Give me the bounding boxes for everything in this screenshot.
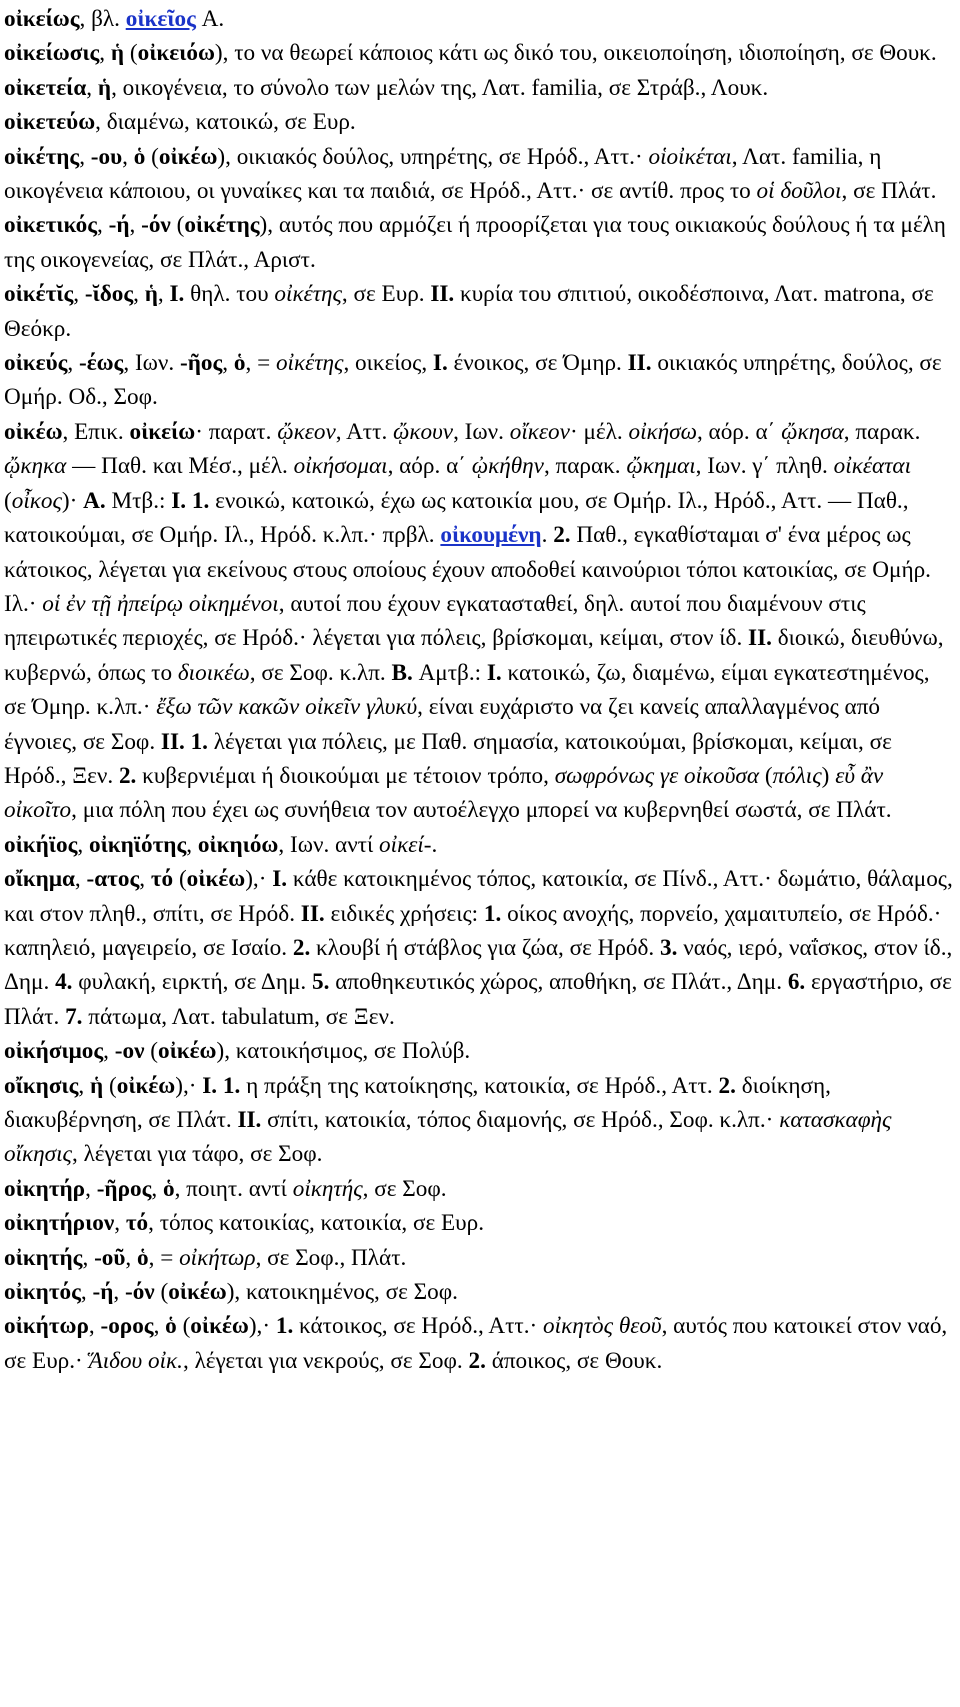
entry-text: ενοικώ, κατοικώ, έχω ως κατοικία μου, σε Ομήρ. Ιλ., Ηρόδ., Αττ. — Παθ., κατοικούμαι, σε Ομήρ. Ιλ., Ηρόδ. κ.λπ.· πρβλ. [4, 487, 909, 549]
bold-term: ὁ [165, 1313, 177, 1340]
entry-text: ),· [245, 866, 273, 893]
entry-text: , [153, 1313, 166, 1340]
bold-term: οἰκέω [168, 1279, 227, 1306]
bold-term: ἡ [97, 74, 112, 101]
italic-text: οἶκος [11, 487, 62, 514]
bold-term: I. [486, 659, 502, 686]
bold-term: 2. [292, 934, 311, 961]
italic-text: οἰκητὸς θεοῦ [543, 1313, 662, 1340]
bold-term: οἰκητήρ [4, 1175, 86, 1202]
bold-term: οἴκημα [4, 866, 75, 893]
bold-term: II. [627, 350, 652, 377]
entry-text: , [122, 143, 134, 170]
dictionary-entry [4, 1309, 954, 1378]
dictionary-entry [4, 1241, 954, 1275]
entry-text: , ποιητ. αντί [174, 1175, 293, 1202]
bold-term: -ου [90, 143, 123, 170]
bold-term: ἡ [90, 1072, 104, 1099]
entry-text: άποικος, σε Θουκ. [485, 1347, 663, 1374]
entry-text: ), κατοικημένος, σε Σοφ. [226, 1279, 458, 1306]
bold-term: οἰκείωσις [4, 40, 100, 67]
dictionary-entry [4, 1206, 954, 1240]
entry-text: ( [145, 143, 159, 170]
bold-term: οἰκειόω [137, 40, 215, 67]
italic-text: πόλις [772, 762, 822, 789]
entry-text: ( [176, 1313, 191, 1340]
bold-term: οἰκέτης [184, 212, 260, 239]
entry-text: , = [245, 350, 276, 377]
entry-text: , Ιων. [123, 350, 181, 377]
entry-text: , Αττ. [335, 418, 394, 445]
bold-term: οἰκετικός [4, 212, 98, 239]
entry-text: , [151, 1175, 163, 1202]
entry-text: οίκος ανοχής, πορνείο, χαμαιτυπείο, σε Ηρόδ.· καπηλειό, μαγειρείο, σε Ισαίο. [4, 900, 942, 961]
bold-term: οἰκέω [116, 1072, 176, 1099]
entry-text: , αόρ. α΄ [696, 418, 782, 445]
italic-text: οἰκητής [292, 1175, 363, 1202]
bold-term: I. [432, 350, 448, 377]
italic-text: διοικέω [177, 659, 250, 686]
entry-text: , αυτός που κατοικεί στον ναό, σε Ευρ.· [4, 1313, 948, 1374]
bold-term: οἰκέω [157, 1038, 217, 1065]
italic-text: ᾤκουν [393, 418, 454, 445]
entry-text: ( [124, 40, 138, 67]
entry-text: , [78, 1072, 91, 1099]
bold-term: -οῦ [94, 1244, 126, 1271]
entry-text: , [129, 212, 142, 239]
entry-text: κατοικώ, ζω, διαμένω, είμαι εγκατεστημένος, σε Όμηρ. κ.λπ.· [4, 659, 930, 721]
entry-text: , τόπος κατοικίας, κατοικία, σε Ευρ. [148, 1210, 485, 1237]
bold-term: II. [300, 900, 325, 927]
entry-text: , [139, 866, 151, 893]
entry-text: , [82, 1244, 95, 1271]
entry-text: ναός, ιερό, ναΐσκος, στον ίδ., Δημ. [4, 934, 953, 996]
bold-term: -έως [78, 350, 124, 377]
entry-text: κάθε κατοικημένος τόπος, κατοικία, σε Πίνδ., Αττ.· δωμάτιο, θάλαμος, και στον πληθ., σπίτι, σε Ηρόδ. [4, 866, 953, 927]
italic-text: οἰκήτωρ [179, 1244, 256, 1271]
bold-term: -όν [124, 1279, 155, 1306]
entry-text: ), το να θεωρεί κάποιος κάτι ως δικό του, οικειοποίηση, ιδιοποίηση, σε Θουκ. [214, 40, 937, 67]
entry-text: , [133, 281, 145, 308]
entry-text: , Ιων. αντί [278, 831, 380, 858]
entry-text: ένοικος, σε Όμηρ. [447, 350, 628, 377]
bold-term: τό [150, 866, 174, 893]
italic-text: ᾠκήθην [471, 453, 544, 480]
bold-term: οἰκέω [190, 1313, 249, 1340]
entry-text: , αυτοί που έχουν εγκατασταθεί, δηλ. αυτοί που διαμένουν στις ηπειρωτικές περιοχές, σε Ηρόδ.· λέγεται για πόλεις, βρίσκομαι, κείμαι, στον ίδ. [4, 590, 866, 652]
entry-text: , σε Σοφ., Πλάτ. [255, 1244, 407, 1271]
entry-text: , [79, 143, 91, 170]
bold-term: 2. [553, 522, 571, 549]
bold-term: οἰκείως [4, 6, 80, 32]
bold-term: οἰκέω [158, 143, 218, 170]
entry-text: Παθ., εγκαθίσταμαι σ' ένα μέρος ως κάτοικος, λέγεται για εκείνους στους οποίους έχουν αποδοθεί καινούριοι τόποι κατοικίας, σε Ομήρ. Ιλ.· [4, 522, 931, 617]
entry-text: , Λατ. familia, η οικογένεια κάποιου, οι γυναίκες και τα παιδιά, σε Ηρόδ., Αττ.· σε αντίθ. προς το [4, 143, 882, 205]
entry-text: φυλακή, ειρκτή, σε Δημ. [72, 969, 312, 996]
entry-text: , παρακ. [843, 418, 921, 445]
bold-term: οἰκέω [186, 866, 246, 893]
bold-term: -ατος [86, 866, 140, 893]
entry-text: , Επικ. [62, 418, 130, 445]
entry-text: , [114, 1210, 126, 1237]
entry-text: ειδικές χρήσεις: [324, 900, 484, 927]
entry-text: ( [759, 762, 773, 789]
italic-text: ἔξω τῶν κακῶν οἰκεῖν γλυκύ [156, 694, 418, 721]
bold-term: I. 1. [202, 1072, 241, 1099]
entry-text: . [541, 522, 554, 549]
dictionary-entry [4, 36, 954, 70]
bold-term: οἰκητής [4, 1244, 83, 1271]
dictionary-entry [4, 1069, 954, 1172]
bold-term: οἰκέτης [4, 143, 80, 170]
dictionary-entry [4, 828, 954, 862]
entry-text: , [99, 40, 111, 67]
bold-term: I. 1. [171, 487, 210, 514]
bold-term: -ή [108, 212, 130, 239]
entry-text: οικιακός υπηρέτης, δούλος, σε Ομήρ. Οδ., Σοφ. [4, 350, 942, 411]
entry-text: κυρία του σπιτιού, οικοδέσποινα, Λατ. matrona, σε Θεόκρ. [4, 281, 934, 342]
dictionary-entry [4, 208, 954, 277]
entry-text: , [125, 1244, 138, 1271]
bold-term: 2. [718, 1072, 736, 1099]
entry-text: , Ιων. γ΄ πληθ. [695, 453, 834, 480]
bold-term: II. [237, 1107, 262, 1133]
italic-text: κατασκαφὴς οἴκησις [4, 1107, 892, 1168]
italic-text: οἱοἰκέται [648, 143, 732, 170]
entry-text: κλουβί ή στάβλος για ζώα, σε Ηρόδ. [310, 934, 661, 961]
bold-term: ὁ [233, 350, 246, 377]
entry-text: , σε Σοφ. [362, 1175, 447, 1202]
bold-term: I. [169, 281, 185, 308]
entry-text: κυβερνιέμαι ή διοικούμαι με τέτοιον τρόπο, [136, 762, 555, 789]
bold-term: 3. [660, 934, 678, 961]
cross-reference-link[interactable]: οἰκεῖος [125, 6, 196, 32]
bold-term: οἰκείω [129, 418, 196, 445]
bold-term: II. [748, 625, 772, 652]
entry-text: ( [4, 487, 12, 514]
bold-term: A. [83, 487, 106, 514]
bold-term: 2. [468, 1347, 486, 1374]
entry-text: , αόρ. α΄ [387, 453, 472, 480]
entry-text: , σε Σοφ. κ.λπ. [249, 659, 392, 686]
bold-term: οἰκεύς [4, 350, 68, 377]
italic-text: οἱ ἐν τῇ ἠπείρῳ οἰκημένοι [42, 590, 279, 617]
entry-text: , [85, 1175, 97, 1202]
entry-text: ), κατοικήσιμος, σε Πολύβ. [216, 1038, 471, 1065]
dictionary-entry [4, 415, 954, 828]
bold-term: οἰκέω [4, 418, 63, 445]
italic-text: Ἅιδου οἰκ. [88, 1347, 183, 1374]
dictionary-entry [4, 1034, 954, 1068]
entry-text: , [80, 1279, 93, 1306]
bold-term: οἰκήϊος [4, 831, 78, 858]
bold-term: 6. [787, 969, 806, 996]
bold-term: ἡ [110, 40, 125, 67]
bold-term: οἰκητός [4, 1279, 81, 1306]
entry-text: ( [144, 1038, 158, 1065]
entry-text: , [88, 1313, 101, 1340]
italic-text: οἰκεί- [379, 831, 432, 858]
entry-text: , οικείος, [343, 350, 433, 377]
entry-text: ),· [175, 1072, 203, 1099]
entry-text: , Ιων. [453, 418, 510, 445]
entry-text: , [67, 350, 79, 377]
italic-text: οἴκεον [509, 418, 570, 445]
bold-term: οἰκητήριον [4, 1210, 115, 1237]
bold-term: II. 1. [160, 728, 208, 755]
dictionary-entry [4, 346, 954, 415]
entry-text: , λέγεται για νεκρούς, σε Σοφ. [182, 1347, 469, 1374]
bold-term: 5. [312, 969, 330, 996]
bold-term: οἰκετεία [4, 74, 87, 101]
bold-term: -ῆος [180, 350, 223, 377]
bold-term: B. [391, 659, 413, 686]
italic-text: ᾤκημαι [626, 453, 696, 480]
entry-text: , είναι ευχάριστο να ζει κανείς απαλλαγμένος από έγνοιες, σε Σοφ. [4, 694, 881, 755]
entry-text: , [222, 350, 234, 377]
bold-term: -ῐδος [84, 281, 134, 308]
italic-text: ᾤκηκα [4, 453, 67, 480]
entry-text: , [97, 212, 109, 239]
bold-term: οἰκετεύω [4, 109, 96, 136]
bold-term: οἰκήτωρ [4, 1313, 89, 1340]
bold-term: I. [272, 866, 288, 893]
entry-text: · μέλ. [569, 418, 629, 445]
entry-text: ), οικιακός δούλος, υπηρέτης, σε Ηρόδ., Αττ.· [217, 143, 649, 170]
italic-text: ᾤκησα [781, 418, 844, 445]
dictionary-entry [4, 862, 954, 1034]
entry-text: διοίκηση, διακυβέρνηση, σε Πλάτ. [4, 1072, 831, 1133]
bold-term: ὁ [133, 143, 146, 170]
entry-text: λέγεται για πόλεις, με Παθ. σημασία, κατοικούμαι, βρίσκομαι, κείμαι, σε Ηρόδ., Ξεν. [4, 728, 892, 789]
dictionary-entry [4, 2, 954, 36]
entry-text: η πράξη της κατοίκησης, κατοικία, σε Ηρόδ., Αττ. [240, 1072, 719, 1099]
dictionary-entry [4, 1172, 954, 1206]
bold-term: οἴκησις [4, 1072, 79, 1099]
dictionary-entry [4, 277, 954, 346]
entry-text: , λέγεται για τάφο, σε Σοφ. [71, 1141, 323, 1168]
entry-text: πάτωμα, Λατ. tabulatum, σε Ξεν. [82, 1003, 395, 1030]
entry-text: , βλ. [79, 6, 126, 32]
bold-term: 1. [275, 1313, 294, 1340]
entry-text: , [86, 74, 98, 101]
entry-text: ( [173, 866, 187, 893]
dictionary-entry [4, 105, 954, 139]
entry-text: , διαμένω, κατοικώ, σε Ευρ. [95, 109, 356, 136]
bold-term: -ῆρος [96, 1175, 152, 1202]
cross-reference-link[interactable]: οἰκουμένη [440, 522, 542, 549]
entry-text: διοικώ, διευθύνω, κυβερνώ, όπως το [4, 625, 944, 686]
italic-text: οἰκήσομαι [293, 453, 388, 480]
italic-text: οἰκήσω [628, 418, 697, 445]
bold-term: 4. [55, 969, 73, 996]
bold-term: οἰκηιόω [197, 831, 279, 858]
dictionary-entry [4, 140, 954, 209]
entry-text: , σε Πλάτ. [841, 178, 937, 205]
italic-text: οἱ δοῦλοι [756, 178, 842, 205]
entry-text: )· [61, 487, 84, 514]
entry-text: ( [154, 1279, 169, 1306]
italic-text: οἰκέτης [275, 350, 344, 377]
bold-term: -ον [114, 1038, 145, 1065]
entry-text: ( [103, 1072, 117, 1099]
bold-term: 2. [118, 762, 137, 789]
bold-term: οἰκήσιμος [4, 1038, 104, 1065]
bold-term: 7. [65, 1003, 83, 1030]
entry-text: . [431, 831, 438, 858]
bold-term: ὁ [162, 1175, 175, 1202]
entry-text: ( [170, 212, 185, 239]
bold-term: ὁ [137, 1244, 149, 1271]
italic-text: εὖ ἂν οἰκοῖτο [4, 762, 884, 824]
entry-text: Αμτβ.: [412, 659, 487, 686]
entry-text: κάτοικος, σε Ηρόδ., Αττ.· [293, 1313, 544, 1340]
entry-text: , [113, 1279, 125, 1306]
bold-term: τό [125, 1210, 149, 1237]
entry-text: A. [195, 6, 225, 32]
entry-text: , σε Ευρ. [341, 281, 431, 308]
bold-term: 1. [483, 900, 502, 927]
entry-text: , [103, 1038, 115, 1065]
italic-text: οἰκέτης [274, 281, 342, 308]
entry-text: , [77, 831, 89, 858]
entry-text: σπίτι, κατοικία, τόπος διαμονής, σε Ηρόδ., Σοφ. κ.λπ.· [261, 1107, 780, 1133]
entry-text: , οικογένεια, το σύνολο των μελών της, Λατ. familia, σε Στράβ., Λουκ. [111, 74, 769, 101]
entry-text: , [73, 281, 85, 308]
entry-text: , [186, 831, 198, 858]
entry-text: αποθηκευτικός χώρος, αποθήκη, σε Πλάτ., Δημ. [329, 969, 788, 996]
bold-term: οἰκηϊότης [88, 831, 187, 858]
italic-text: οἰκέαται [833, 453, 912, 480]
bold-term: ἡ [144, 281, 158, 308]
entry-text: · παρατ. [195, 418, 278, 445]
entry-text: ), αυτός που αρμόζει ή προορίζεται για τους οικιακούς δούλους ή τα μέλη της οικογενείας, σε Πλάτ., Αριστ. [4, 212, 946, 273]
entry-text: ) [821, 762, 836, 789]
entry-text: , = [148, 1244, 180, 1271]
bold-term: -ορος [100, 1313, 154, 1340]
entry-text: , [74, 866, 87, 893]
bold-term: -όν [141, 212, 171, 239]
entry-text: θηλ. του [184, 281, 275, 308]
entry-text: Μτβ.: [105, 487, 172, 514]
bold-term: οἰκέτῐς [4, 281, 74, 308]
entry-text: , [157, 281, 170, 308]
entry-text: — Παθ. και Μέσ., μέλ. [66, 453, 294, 480]
italic-text: σωφρόνως γε οἰκοῦσα [554, 762, 760, 789]
dictionary-entry [4, 1275, 954, 1309]
entry-text: , μια πόλη που έχει ως συνήθεια τον αυτοέλεγχο μπορεί να κυβερνηθεί σωστά, σε Πλάτ. [71, 797, 892, 824]
entry-text: εργαστήριο, σε Πλάτ. [4, 969, 952, 1030]
dictionary-entry [4, 71, 954, 105]
entry-text: , παρακ. [543, 453, 627, 480]
italic-text: ᾤκεον [277, 418, 336, 445]
entry-text: ),· [248, 1313, 276, 1340]
bold-term: -ή [92, 1279, 114, 1306]
bold-term: II. [430, 281, 455, 308]
